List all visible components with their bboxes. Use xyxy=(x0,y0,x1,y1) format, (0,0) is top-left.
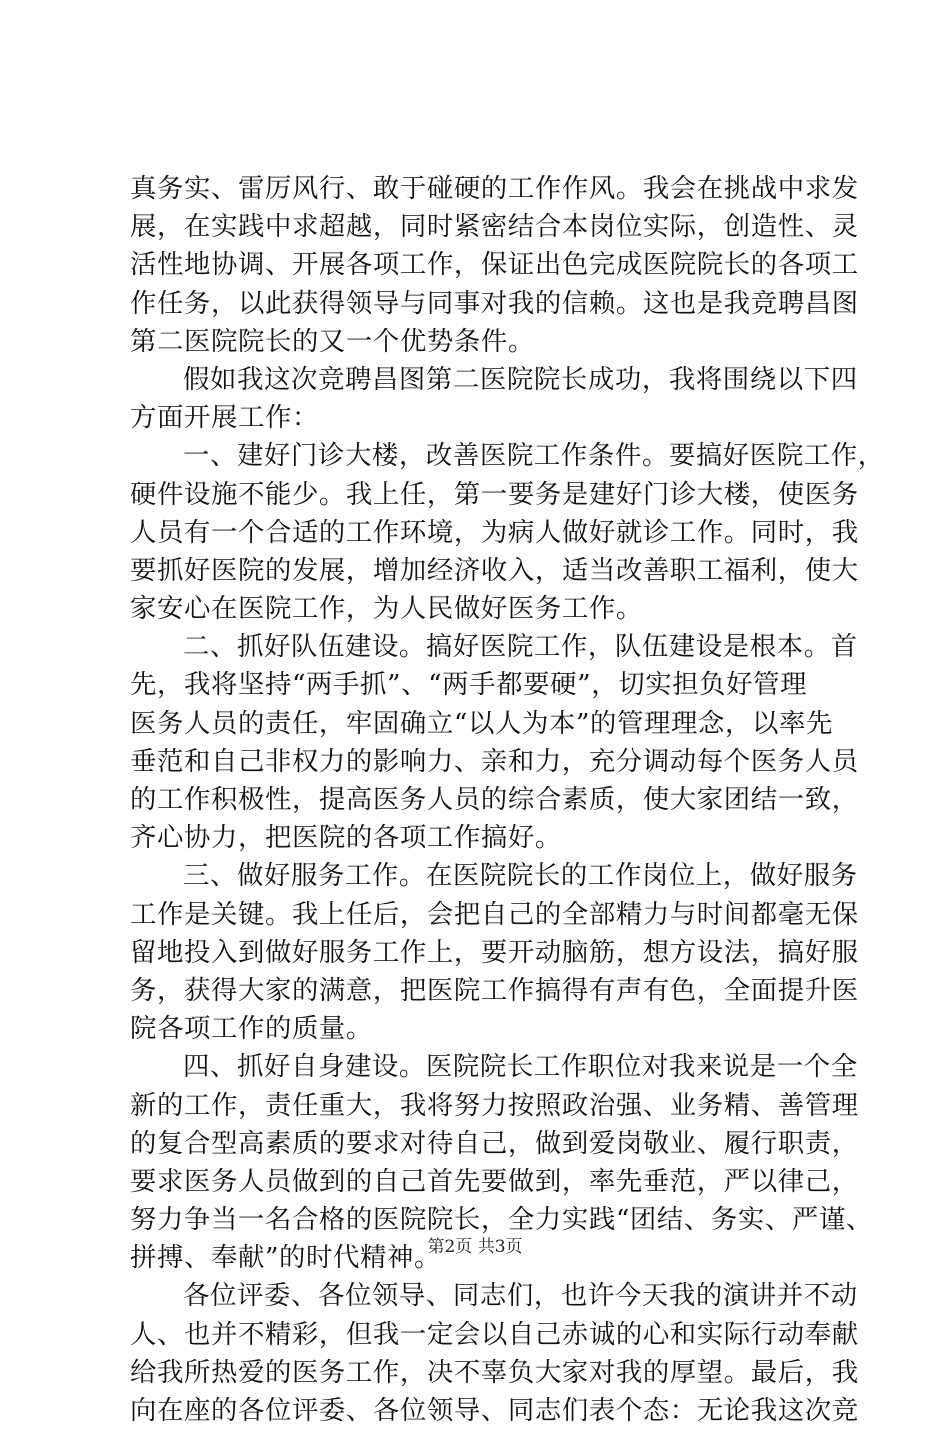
text-line: 向在座的各位评委、各位领导、同志们表个态：无论我这次竞 xyxy=(130,1395,859,1426)
paragraph-start-line: 一、建好门诊大楼，改善医院工作条件。要搞好医院工作， xyxy=(183,440,885,472)
text-line: 的工作积极性，提高医务人员的综合素质，使大家团结一致， xyxy=(130,784,859,815)
text-line: 新的工作，责任重大，我将努力按照政治强、业务精、善管理 xyxy=(130,1089,859,1121)
text-line: 工作是关键。我上任后，会把自己的全部精力与时间都毫无保 xyxy=(130,898,859,930)
paragraph-start-line: 二、抓好队伍建设。搞好医院工作，队伍建设是根本。首 xyxy=(183,631,858,663)
text-line: 给我所热爱的医务工作，决不辜负大家对我的厚望。最后，我 xyxy=(130,1356,859,1388)
text-line: 拼搏、奉献”的时代精神。 xyxy=(130,1242,441,1274)
paragraph-start-line: 四、抓好自身建设。医院院长工作职位对我来说是一个全 xyxy=(183,1051,858,1083)
text-line: 作任务，以此获得领导与同事对我的信赖。这也是我竞聘昌图 xyxy=(130,287,859,319)
text-line: 留地投入到做好服务工作上，要开动脑筋，想方设法，搞好服 xyxy=(130,936,859,968)
text-line: 人员有一个合适的工作环境，为病人做好就诊工作。同时，我 xyxy=(130,516,859,548)
text-line: 家安心在医院工作，为人民做好医务工作。 xyxy=(130,593,643,625)
text-line: 第二医院院长的又一个优势条件。 xyxy=(130,325,535,357)
text-line: 院各项工作的质量。 xyxy=(130,1013,373,1045)
text-line: 要求医务人员做到的自己首先要做到，率先垂范，严以律己， xyxy=(130,1165,859,1197)
text-line: 真务实、雷厉风行、敢于碰硬的工作作风。我会在挑战中求发 xyxy=(130,173,859,204)
text-line: 方面开展工作： xyxy=(130,402,319,434)
text-line: 的复合型高素质的要求对待自己，做到爱岗敬业、履行职责， xyxy=(130,1127,859,1159)
text-line: 活性地协调、开展各项工作，保证出色完成医院院长的各项工 xyxy=(130,249,859,281)
text-line: 务，获得大家的满意，把医院工作搞得有声有色，全面提升医 xyxy=(130,974,859,1006)
text-line: 展，在实践中求超越，同时紧密结合本岗位实际，创造性、灵 xyxy=(130,211,859,243)
paragraph-start-line: 各位评委、各位领导、同志们，也许今天我的演讲并不动 xyxy=(183,1280,858,1312)
text-line: 垂范和自己非权力的影响力、亲和力，充分调动每个医务人员 xyxy=(130,745,859,777)
text-line: 努力争当一名合格的医院院长，全力实践“团结、务实、严谨、 xyxy=(130,1204,873,1236)
text-line: 人、也并不精彩，但我一定会以自己赤诚的心和实际行动奉献 xyxy=(130,1318,859,1350)
text-line: 齐心协力，把医院的各项工作搞好。 xyxy=(130,822,562,854)
text-line: 医务人员的责任，牢固确立“以人为本”的管理理念，以率先 xyxy=(130,707,833,739)
paragraph-start-line: 三、做好服务工作。在医院院长的工作岗位上，做好服务 xyxy=(183,860,858,892)
text-line: 要抓好医院的发展，增加经济收入，适当改善职工福利，使大 xyxy=(130,554,859,586)
text-line: 先，我将坚持“两手抓”、“两手都要硬”，切实担负好管理 xyxy=(130,669,808,701)
page-number-footer: 第2页 共3页 xyxy=(427,1237,523,1257)
text-line: 硬件设施不能少。我上任，第一要务是建好门诊大楼，使医务 xyxy=(130,478,859,510)
paragraph-start-line: 假如我这次竞聘昌图第二医院院长成功，我将围绕以下四 xyxy=(183,363,858,395)
